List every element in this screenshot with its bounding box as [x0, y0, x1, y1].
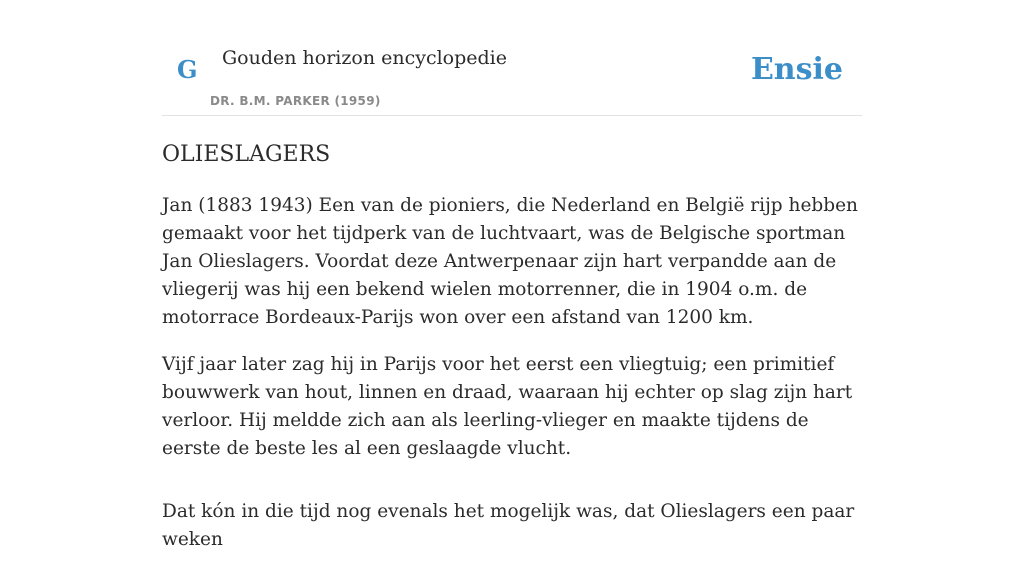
book-title-link[interactable]: Gouden horizon encyclopedie: [222, 47, 507, 69]
page-container: [162, 0, 862, 550]
entry-paragraph-3: Dat kón in die tijd nog evenals het mogelijk was, dat Olieslagers een paar weken: [162, 501, 855, 550]
entry-paragraph-2: Vijf jaar later zag hij in Parijs voor het eerst een vliegtuig; een primitief bouwwerk van hout, linnen en draad, waaraan hij echter op slag zijn hart verloor. Hij meldde zich aan als leerling-vlieger en maakte tijdens de eerste de beste les al een geslaagde vlucht.: [162, 354, 853, 459]
site-header: [162, 0, 862, 116]
entry-content: [162, 192, 862, 573]
ensie-logo[interactable]: Ensie: [750, 52, 843, 87]
entry-paragraph-1: Jan (1883 1943) Een van de pioniers, die Nederland en België rijp hebben gemaakt voor het tijdperk van de luchtvaart, was de Belgische sportman Jan Olieslagers. Voordat deze Antwerpenaar zijn hart verpandde aan de vliegerij was hij een bekend wielen motorrenner, die in 1904 o.m. de motorrace Bordeaux-Parijs won over een afstand van 1200 km.: [162, 195, 858, 328]
entry-title: OLIESLAGERS: [162, 142, 331, 167]
book-author: DR. B.M. PARKER (1959): [210, 94, 381, 108]
book-logo-icon[interactable]: G: [177, 55, 198, 84]
